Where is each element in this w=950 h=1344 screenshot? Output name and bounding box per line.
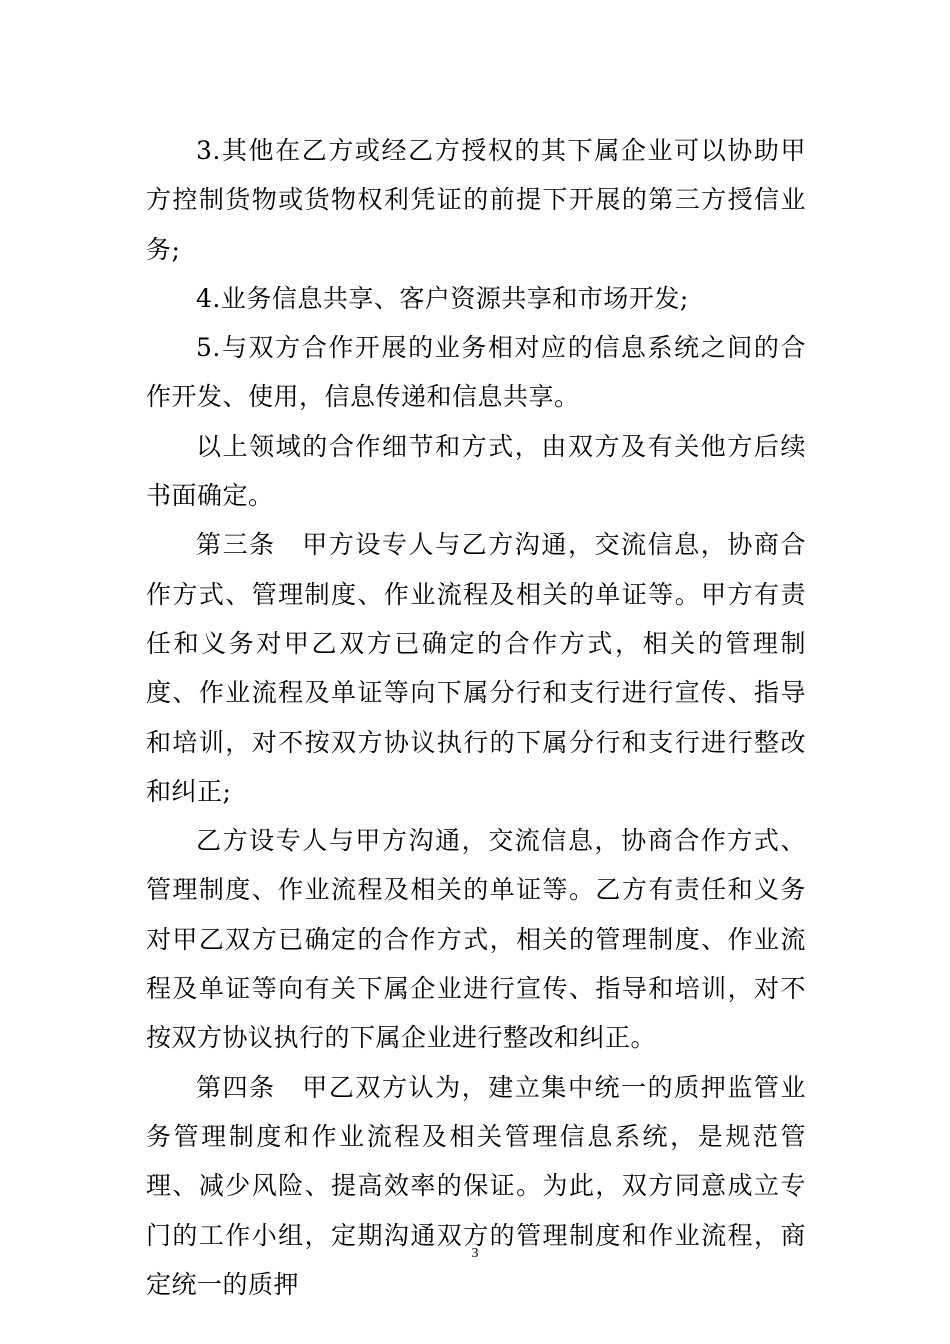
paragraph-article-4: 第四条 甲乙双方认为，建立集中统一的质押监管业务管理制度和作业流程及相关管理信息系统，是规范管理、减少风险、提高效率的保证。为此，双方同意成立专门的工作小组，定期沟通双方的管理制度和作业流程，商定统一的质押 <box>146 1072 806 1299</box>
paragraph-item-5: 5.与双方合作开展的业务相对应的信息系统之间的合作开发、使用，信息传递和信息共享。 <box>146 333 806 412</box>
paragraph-item-4: 4.业务信息共享、客户资源共享和市场开发; <box>196 283 689 313</box>
paragraph-item-3: 3.其他在乙方或经乙方授权的其下属企业可以协助甲方控制货物或货物权利凭证的前提下开展的第三方授信业务; <box>146 136 806 264</box>
page-number: 3 <box>471 1246 479 1261</box>
paragraph-summary: 以上领域的合作细节和方式，由双方及有关他方后续书面确定。 <box>146 431 806 511</box>
paragraph-article-3-party-b: 乙方设专人与甲方沟通，交流信息，协商合作方式、管理制度、作业流程及相关的单证等。乙方有责任和义务对甲乙双方已确定的合作方式，相关的管理制度、作业流程及单证等向有关下属企业进行宣传、指导和培训，对不按双方协议执行的下属企业进行整改和纠正。 <box>146 826 806 1053</box>
paragraph-article-3-party-a: 第三条 甲方设专人与乙方沟通，交流信息，协商合作方式、管理制度、作业流程及相关的单证等。甲方有责任和义务对甲乙双方已确定的合作方式，相关的管理制度、作业流程及单证等向下属分行和支行进行宣传、指导和培训，对不按双方协议执行的下属分行和支行进行整改和纠正; <box>146 530 806 806</box>
document-body <box>146 126 806 1309</box>
